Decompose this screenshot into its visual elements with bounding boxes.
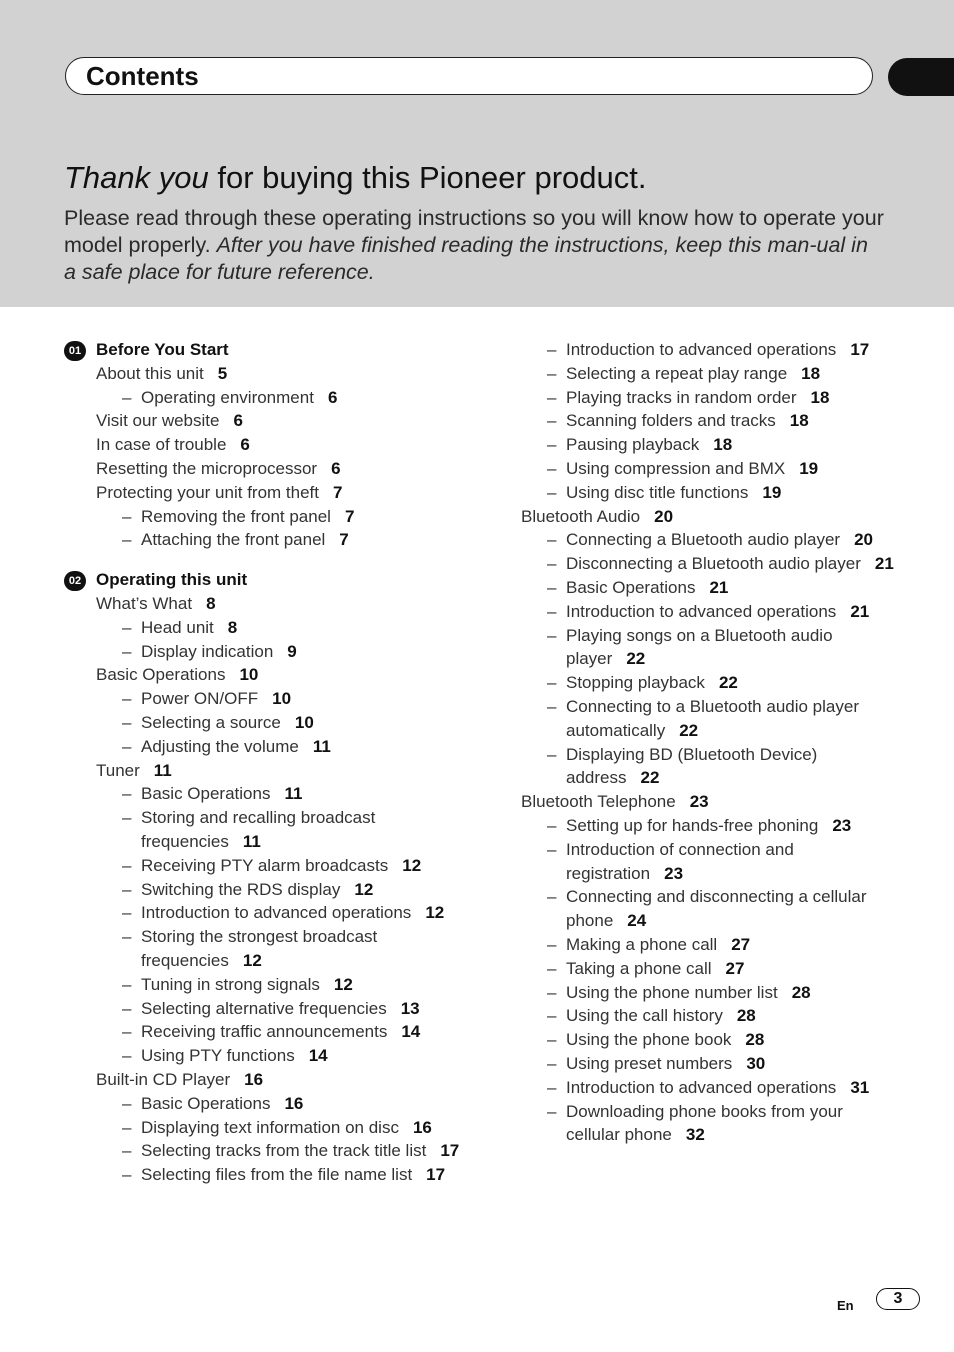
toc-entry (521, 505, 901, 529)
toc-entry (64, 735, 484, 759)
dash-bullet: – (547, 530, 557, 550)
section-heading-before-you-start (64, 338, 484, 362)
toc-entry-title: Displaying BD (Bluetooth Device) address (566, 744, 818, 788)
toc-entry-title: Selecting a source (141, 712, 281, 732)
toc-entry (521, 981, 901, 1005)
toc-entry-title: Tuning in strong signals (141, 974, 320, 994)
toc-list-section-2 (64, 592, 484, 1187)
toc-entry-page: 11 (312, 736, 331, 756)
toc-entry-page: 31 (850, 1077, 870, 1097)
toc-entry-title: Display indication (141, 641, 274, 661)
toc-entry (521, 1052, 901, 1076)
toc-entry-page: 17 (440, 1141, 460, 1161)
toc-entry (64, 687, 484, 711)
toc-entry-title: Stopping playback (566, 673, 705, 693)
toc-entry (64, 711, 484, 735)
toc-entry (521, 933, 901, 957)
toc-entry-title: Pausing playback (566, 435, 700, 455)
toc-entry (64, 854, 484, 878)
toc-entry-page: 20 (854, 530, 874, 550)
toc-entry (521, 695, 901, 743)
toc-entry (64, 616, 484, 640)
dash-bullet: – (122, 617, 132, 637)
toc-entry-page: 22 (626, 649, 646, 669)
toc-entry-page: 11 (153, 760, 172, 780)
toc-entry (64, 1116, 484, 1140)
toc-entry-page: 6 (233, 411, 243, 431)
toc-entry-page: 12 (333, 974, 353, 994)
toc-entry-page: 27 (725, 958, 745, 978)
dash-bullet: – (122, 1022, 132, 1042)
dash-bullet: – (547, 815, 557, 835)
toc-entry (521, 338, 901, 362)
dash-bullet: – (122, 530, 132, 550)
dash-bullet: – (122, 1165, 132, 1185)
toc-entry (64, 592, 484, 616)
toc-entry-title: Displaying text information on disc (141, 1117, 399, 1137)
toc-entry-title: Removing the front panel (141, 506, 331, 526)
intro-plain: Please read through these operating instructions so you will know how to operate your model properly. (64, 206, 884, 257)
toc-entry-title: Storing and recalling broadcast frequencies (141, 808, 376, 851)
toc-entry-title: Bluetooth Audio (521, 506, 641, 526)
toc-entry-title: Making a phone call (566, 934, 718, 954)
toc-entry-page: 11 (284, 784, 303, 804)
dash-bullet: – (547, 1101, 557, 1121)
toc-entry (521, 743, 901, 791)
dash-bullet: – (547, 577, 557, 597)
toc-entry-page: 24 (627, 911, 647, 931)
toc-entry-title: Receiving traffic announcements (141, 1022, 388, 1042)
toc-entry-title: Basic Operations (566, 577, 696, 597)
headline-rest: for buying this Pioneer product. (208, 160, 647, 195)
toc-entry-page: 21 (874, 554, 894, 574)
toc-entry-title: Connecting a Bluetooth audio player (566, 530, 841, 550)
toc-entry (64, 901, 484, 925)
toc-entry-page: 28 (745, 1030, 765, 1050)
toc-entry (521, 814, 901, 838)
dash-bullet: – (547, 1030, 557, 1050)
toc-entry-page: 22 (679, 720, 699, 740)
dash-bullet: – (122, 641, 132, 661)
toc-entry (521, 576, 901, 600)
toc-entry-page: 18 (713, 435, 733, 455)
toc-entry-page: 13 (400, 998, 420, 1018)
toc-entry-title: Connecting and disconnecting a cellular phone (566, 887, 867, 931)
dash-bullet: – (122, 927, 132, 947)
toc-entry-title: Playing tracks in random order (566, 387, 797, 407)
toc-entry-page: 10 (272, 689, 292, 709)
toc-entry-page: 10 (239, 665, 259, 685)
toc-entry-title: Receiving PTY alarm broadcasts (141, 855, 389, 875)
toc-entry-title: Using disc title functions (566, 482, 749, 502)
toc-entry (521, 624, 901, 672)
toc-entry-page: 11 (242, 831, 261, 851)
dash-bullet: – (122, 808, 132, 828)
toc-entry-page: 30 (746, 1053, 766, 1073)
toc-entry-title: Basic Operations (96, 665, 226, 685)
toc-entry (64, 759, 484, 783)
toc-entry-page: 27 (731, 934, 751, 954)
toc-entry-page: 8 (227, 617, 238, 637)
toc-entry-page: 9 (287, 641, 297, 661)
toc-entry (64, 806, 484, 854)
dash-bullet: – (122, 879, 132, 899)
toc-entry-page: 14 (308, 1046, 328, 1066)
toc-entry-title: Visit our website (96, 411, 220, 431)
chapter-tab (888, 58, 954, 96)
toc-entry (64, 878, 484, 902)
dash-bullet: – (547, 1077, 557, 1097)
dash-bullet: – (547, 696, 557, 716)
dash-bullet: – (122, 974, 132, 994)
dash-bullet: – (122, 736, 132, 756)
toc-entry-title: Taking a phone call (566, 958, 712, 978)
dash-bullet: – (547, 482, 557, 502)
dash-bullet: – (547, 554, 557, 574)
toc-entry-title: Introduction to advanced operations (566, 601, 837, 621)
dash-bullet: – (122, 1093, 132, 1113)
toc-right-column (521, 338, 901, 1147)
dash-bullet: – (547, 601, 557, 621)
toc-entry-title: Using preset numbers (566, 1053, 733, 1073)
toc-entry (521, 433, 901, 457)
toc-entry (64, 640, 484, 664)
toc-entry (64, 433, 484, 457)
dash-bullet: – (122, 998, 132, 1018)
dash-bullet: – (547, 1006, 557, 1026)
toc-entry-page: 12 (354, 879, 374, 899)
toc-entry (521, 1076, 901, 1100)
toc-entry (521, 790, 901, 814)
toc-entry-page: 21 (709, 577, 729, 597)
toc-entry (64, 1139, 484, 1163)
toc-entry (64, 1044, 484, 1068)
toc-entry-title: Introduction of connection and registration (566, 839, 794, 883)
toc-entry-title: Using the phone number list (566, 982, 778, 1002)
toc-entry-page: 12 (242, 950, 262, 970)
toc-entry-title: Protecting your unit from theft (96, 482, 319, 502)
toc-entry (521, 409, 901, 433)
dash-bullet: – (547, 673, 557, 693)
toc-entry-page: 14 (401, 1022, 421, 1042)
toc-entry-title: In case of trouble (96, 435, 227, 455)
toc-entry-title: Operating environment (141, 387, 314, 407)
toc-left-column (64, 338, 484, 1187)
dash-bullet: – (122, 1117, 132, 1137)
section-heading-operating-this-unit (64, 568, 484, 592)
toc-entry-title: Using the call history (566, 1006, 723, 1026)
dash-bullet: – (547, 982, 557, 1002)
toc-entry (64, 1020, 484, 1044)
toc-entry (64, 505, 484, 529)
section-title: Contents (86, 61, 199, 91)
dash-bullet: – (122, 387, 132, 407)
toc-entry-page: 6 (327, 387, 338, 407)
toc-entry (64, 362, 484, 386)
toc-entry-page: 18 (801, 363, 821, 383)
toc-entry (521, 1100, 901, 1148)
section-title: Before You Start (96, 340, 229, 359)
toc-entry (521, 528, 901, 552)
dash-bullet: – (122, 903, 132, 923)
page-number: 3 (876, 1288, 920, 1310)
toc-entry-page: 23 (689, 792, 709, 812)
toc-entry-page: 16 (284, 1093, 304, 1113)
toc-entry (64, 1068, 484, 1092)
toc-entry-title: Head unit (141, 617, 214, 637)
toc-entry-page: 20 (654, 506, 674, 526)
toc-entry-page: 22 (718, 673, 738, 693)
toc-entry (521, 552, 901, 576)
dash-bullet: – (547, 411, 557, 431)
toc-entry-page: 19 (799, 458, 819, 478)
toc-entry-page: 7 (333, 482, 343, 502)
dash-bullet: – (547, 625, 557, 645)
toc-entry (521, 386, 901, 410)
toc-entry-page: 18 (810, 387, 830, 407)
section-title-pill (65, 57, 873, 95)
toc-entry (64, 409, 484, 433)
toc-entry-page: 7 (344, 506, 355, 526)
toc-entry (521, 838, 901, 886)
dash-bullet: – (547, 458, 557, 478)
intro-italic: After you have finished reading the instructions, keep this man-ual in a safe place for future reference. (64, 233, 868, 284)
dash-bullet: – (547, 1053, 557, 1073)
toc-entry-title: Bluetooth Telephone (521, 792, 676, 812)
headline (64, 158, 646, 198)
toc-entry-title: Basic Operations (141, 1093, 271, 1113)
toc-entry-title: Power ON/OFF (141, 689, 259, 709)
toc-entry (521, 1028, 901, 1052)
toc-entry-title: Playing songs on a Bluetooth audio player (566, 625, 833, 669)
toc-entry-title: Introduction to advanced operations (566, 340, 837, 359)
toc-entry (521, 671, 901, 695)
toc-entry-page: 12 (425, 903, 445, 923)
toc-entry-title: Built-in CD Player (96, 1069, 231, 1089)
toc-entry (521, 362, 901, 386)
language-code: En (837, 1298, 854, 1313)
toc-entry-page: 6 (240, 435, 250, 455)
toc-entry-page: 28 (791, 982, 811, 1002)
toc-entry-page: 6 (331, 458, 341, 478)
toc-entry-title: Selecting alternative frequencies (141, 998, 387, 1018)
dash-bullet: – (547, 363, 557, 383)
toc-entry-title: Selecting tracks from the track title list (141, 1141, 427, 1161)
section-badge: 02 (64, 571, 86, 591)
toc-list-section-1 (64, 362, 484, 552)
toc-entry-page: 22 (640, 768, 660, 788)
toc-entry-page: 18 (789, 411, 809, 431)
toc-entry-title: Using PTY functions (141, 1046, 295, 1066)
dash-bullet: – (547, 887, 557, 907)
toc-entry-page: 17 (850, 340, 870, 359)
toc-entry-title: Connecting to a Bluetooth audio player automatically (566, 696, 859, 740)
toc-entry (521, 600, 901, 624)
toc-entry (521, 1004, 901, 1028)
toc-entry-page: 23 (832, 815, 852, 835)
dash-bullet: – (547, 744, 557, 764)
toc-entry (521, 957, 901, 981)
toc-entry-page: 7 (339, 530, 349, 550)
dash-bullet: – (122, 506, 132, 526)
toc-entry-title: Storing the strongest broadcast frequencies (141, 927, 378, 970)
dash-bullet: – (122, 855, 132, 875)
section-badge: 01 (64, 341, 86, 361)
toc-entry-title: Scanning folders and tracks (566, 411, 776, 431)
toc-entry-title: Introduction to advanced operations (566, 1077, 837, 1097)
toc-entry-title: Switching the RDS display (141, 879, 341, 899)
toc-entry-title: About this unit (96, 363, 204, 383)
toc-entry (64, 1163, 484, 1187)
toc-entry-title: What’s What (96, 593, 193, 613)
toc-entry-title: Tuner (96, 760, 140, 780)
dash-bullet: – (122, 712, 132, 732)
dash-bullet: – (122, 689, 132, 709)
toc-entry (64, 528, 484, 552)
toc-entry-title: Selecting a repeat play range (566, 363, 788, 383)
dash-bullet: – (122, 1141, 132, 1161)
dash-bullet: – (547, 934, 557, 954)
toc-entry (64, 663, 484, 687)
toc-entry (64, 1092, 484, 1116)
toc-entry-page: 17 (426, 1165, 446, 1185)
toc-entry (64, 386, 484, 410)
toc-entry-page: 32 (685, 1125, 705, 1145)
toc-entry-page: 28 (736, 1006, 756, 1026)
dash-bullet: – (547, 435, 557, 455)
dash-bullet: – (122, 1046, 132, 1066)
dash-bullet: – (547, 387, 557, 407)
toc-entry (64, 925, 484, 973)
toc-entry-page: 16 (412, 1117, 432, 1137)
toc-entry (64, 481, 484, 505)
toc-entry-title: Downloading phone books from your cellular phone (566, 1101, 843, 1145)
section-title: Operating this unit (96, 570, 248, 590)
toc-entry-title: Resetting the microprocessor (96, 458, 318, 478)
toc-entry (64, 457, 484, 481)
toc-entry (64, 997, 484, 1021)
intro-paragraph (64, 205, 884, 286)
toc-entry-title: Adjusting the volume (141, 736, 299, 756)
headline-italic: Thank you (64, 160, 209, 195)
toc-entry (521, 481, 901, 505)
toc-entry-page: 23 (664, 863, 684, 883)
toc-entry-page: 19 (762, 482, 782, 502)
toc-entry-title: Disconnecting a Bluetooth audio player (566, 554, 861, 574)
toc-entry-page: 12 (402, 855, 422, 875)
toc-entry-title: Attaching the front panel (141, 530, 326, 550)
dash-bullet: – (547, 340, 557, 359)
toc-entry (521, 885, 901, 933)
toc-entry-page: 16 (244, 1069, 264, 1089)
toc-entry-title: Basic Operations (141, 784, 271, 804)
toc-entry-title: Introduction to advanced operations (141, 903, 412, 923)
toc-entry-page: 5 (217, 363, 228, 383)
toc-entry (521, 457, 901, 481)
toc-entry-title: Setting up for hands-free phoning (566, 815, 819, 835)
toc-entry-page: 8 (206, 593, 216, 613)
toc-entry (64, 782, 484, 806)
toc-entry-title: Using the phone book (566, 1030, 732, 1050)
toc-entry-title: Using compression and BMX (566, 458, 786, 478)
toc-entry-title: Selecting files from the file name list (141, 1165, 413, 1185)
dash-bullet: – (122, 784, 132, 804)
toc-entry-page: 10 (294, 712, 314, 732)
toc-list-right (521, 338, 901, 1147)
dash-bullet: – (547, 958, 557, 978)
toc-entry (64, 973, 484, 997)
dash-bullet: – (547, 839, 557, 859)
toc-entry-page: 21 (850, 601, 870, 621)
